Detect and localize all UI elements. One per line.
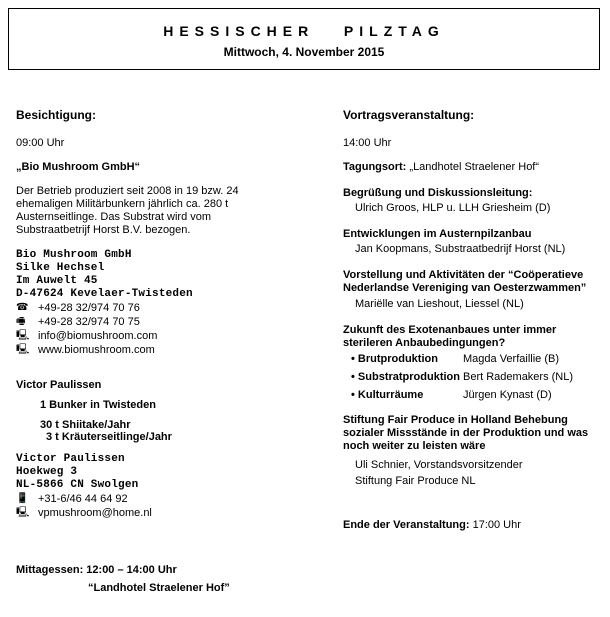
vortrag-time: 14:00 Uhr [343,137,392,149]
contact-row [16,329,306,343]
contact-row [16,492,306,506]
end-time-text: Ende der Veranstaltung: [343,519,470,531]
company-description: Der Betrieb produziert seit 2008 in 19 bzw. 24 ehemaligen Militärbunkern jährlich ca. 280 t Austernseitlinge. Das Substrat wird vom Substraatbetrijf Horst B.V. bezogen. [16,185,239,236]
end-time [343,519,598,531]
left-column [16,108,306,594]
page-title: HESSISCHER PILZTAG [163,23,445,39]
contact-text: +49-28 32/974 70 75 [38,316,140,328]
list-item [351,368,598,386]
mobile-phone-icon: 📱 [16,493,29,504]
address-line: Bio Mushroom GmbH [16,249,132,261]
session-title: Begrüßung und Diskussionsleitung: [343,187,533,199]
address-line: NL-5866 CN Swolgen [16,479,139,491]
list-item [351,350,598,368]
venue [343,161,598,173]
fax-icon: 🖷 [16,316,26,327]
session-speaker: Stiftung Fair Produce NL [355,475,476,487]
end-time-value: 17:00 Uhr [469,519,521,531]
contact-text: +49-28 32/974 70 76 [38,302,140,314]
session-bullet-list [343,350,598,404]
session-title: Zukunft des Exotenanbaues unter immer sterileren Anbaubedingungen? [343,324,557,349]
header-box [8,8,600,70]
contact-row [16,343,306,357]
bullet-speaker: Magda Verfaillie (B) [463,353,559,365]
company-name: „Bio Mushroom GmbH“ [16,161,141,173]
list-item [351,386,598,404]
phone-icon: ☎ [16,302,29,313]
venue-name: „Landhotel Straelener Hof“ [406,161,540,173]
contact-list-1 [16,301,306,357]
address-line: Im Auwelt 45 [16,275,98,287]
session-speaker: Ulrich Groos, HLP u. LLH Griesheim (D) [355,202,551,214]
contact-email[interactable]: info@biomushroom.com [38,330,158,342]
contact-website[interactable]: www.biomushroom.com [38,344,155,356]
session-title: Vorstellung und Aktivitäten der “Coöperatieve Nederlandse Vereniging van Oesterzwammen” [343,269,587,294]
contact-text: +31-6/46 44 64 92 [38,493,128,505]
computer-icon: 🖳 [16,507,30,518]
person-name: Victor Paulissen [16,379,102,391]
address-block-2 [16,453,306,492]
vortrag-heading: Vortragsveranstaltung: [343,108,475,122]
contact-email[interactable]: vpmushroom@home.nl [38,507,152,519]
session-speaker: Uli Schnier, Vorstandsvorsitzender [355,459,523,471]
bunker-info: 1 Bunker in Twisteden [40,399,156,411]
contact-list-2 [16,492,306,520]
bullet-speaker: Bert Rademakers (NL) [463,371,574,383]
contact-row [16,506,306,520]
bullet-label: • Kulturräume [351,386,463,404]
shiitake-info: 30 t Shiitake/Jahr [40,419,131,431]
lunch-time: Mittagessen: 12:00 – 14:00 Uhr [16,564,177,576]
session-speaker: Mariëlle van Lieshout, Liessel (NL) [355,298,524,310]
contact-row [16,301,306,315]
page-date: Mittwoch, 4. November 2015 [223,45,385,59]
venue-label: Tagungsort: [343,161,407,173]
address-line: Hoekweg 3 [16,466,78,478]
session-speaker: Jan Koopmans, Substraatbedrijf Horst (NL) [355,243,566,255]
address-block-1 [16,249,306,301]
address-line: D-47624 Kevelaer-Twisteden [16,288,193,300]
bullet-label: • Substratproduktion [351,368,463,386]
session-title: Entwicklungen im Austernpilzanbau [343,228,532,240]
address-line: Victor Paulissen [16,453,125,465]
computer-icon: 🖳 [16,344,30,355]
lunch-place: “Landhotel Straelener Hof” [88,582,230,594]
besichtigung-heading: Besichtigung: [16,108,96,122]
address-line: Silke Hechsel [16,262,105,274]
contact-row [16,315,306,329]
kraeuter-info: 3 t Kräuterseitlinge/Jahr [46,431,172,443]
right-column [343,108,598,531]
bullet-speaker: Jürgen Kynast (D) [463,389,552,401]
session-title: Stiftung Fair Produce in Holland Behebung sozialer Missstände in der Produktion und was noch weiter zu leisten wäre [343,414,589,452]
besichtigung-time: 09:00 Uhr [16,137,65,149]
computer-icon: 🖳 [16,330,30,341]
bullet-label: • Brutproduktion [351,350,463,368]
